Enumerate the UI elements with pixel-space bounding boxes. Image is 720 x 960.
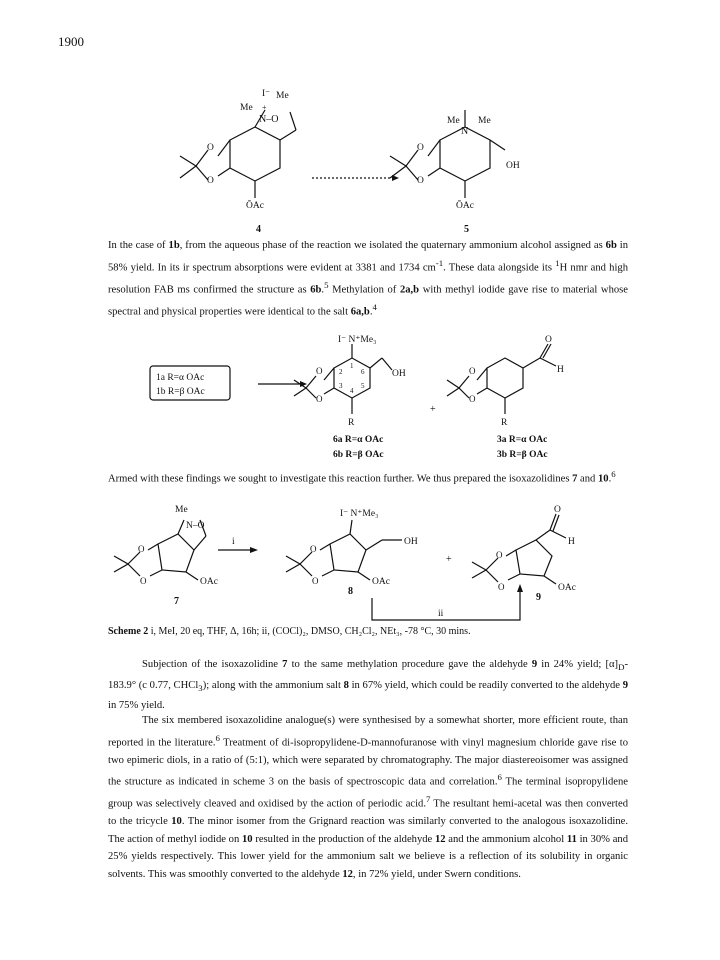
c7-n-o: N–O [186, 521, 205, 531]
c9-aldehyde-h: H [568, 537, 575, 547]
scheme-2 [0, 500, 720, 630]
scheme-2-caption: Scheme 2 i, MeI, 20 eq, THF, Δ, 16h; ii, (COCl)₂, DMSO, CH₂Cl₂, NEt₃, -78 °C, 30 mins. [108, 626, 471, 637]
ring-number-1: 1 [350, 362, 354, 370]
c8-nme3-group: I⁻ N⁺Me₃ [340, 509, 379, 519]
c8-oac: OAc [372, 577, 390, 587]
ring-number-5: 5 [361, 382, 365, 390]
plus-sign: + [446, 554, 452, 565]
c9-ring-o-2: O [498, 582, 505, 592]
compound-number-7: 7 [174, 596, 179, 607]
ring-number-2: 2 [339, 368, 343, 376]
label-6a: 6a R=α OAc [333, 435, 384, 445]
c5-ring-o-1: O [417, 143, 424, 153]
compound-number-4: 4 [256, 224, 261, 235]
box-line-1a: 1a R=α OAc [156, 373, 205, 383]
c8-oh: OH [404, 537, 418, 547]
c4-me-2: Me [240, 103, 253, 113]
c4-me-1: Me [276, 91, 289, 101]
c6-nme3-group: I⁻ N⁺Me₃ [338, 335, 377, 345]
ring-number-4: 4 [350, 387, 354, 395]
c4-ring-o-1: O [207, 143, 214, 153]
step-i-label: i [232, 537, 235, 547]
c8-cyclopentane-ring [330, 534, 366, 572]
label-3a: 3a R=α OAc [497, 435, 548, 445]
step-ii-label: ii [438, 609, 444, 619]
c4-n-o-label: N–O [259, 114, 279, 125]
page-number: 1900 [58, 34, 84, 49]
compound-number-9: 9 [536, 592, 541, 603]
ring-number-6: 6 [361, 368, 365, 376]
c7-oac: OAc [200, 577, 218, 587]
c3-ring-o-1: O [469, 366, 476, 376]
c9-ring-o-1: O [496, 550, 503, 560]
c7-cyclopentane-ring [158, 534, 194, 572]
c4-ring-o-2: O [207, 176, 214, 186]
c9-cyclopentene-ring [516, 540, 552, 576]
c3-aldehyde-o: O [545, 335, 552, 345]
c5-oac: ŌAc [456, 201, 474, 211]
c5-ring-o-2: O [417, 176, 424, 186]
paragraph-2: Armed with these findings we sought to investigate this reaction further. We thus prepared the isoxazolidines 7 and 10.$^6$ [108, 469, 616, 485]
c4-counter-ion: I⁻ [262, 89, 271, 99]
c4-oac: ŌAc [246, 201, 264, 211]
c6-r-group: R [348, 418, 355, 428]
label-6b: 6b R=β OAc [333, 450, 384, 460]
paragraph-4: The six membered isoxazolidine analogue(s) were synthesised by a somewhat shorter, more efficient route, than reported in the literature.$^6$ Treatment of di-isopropylidene-D-mannofuranose with vinyl magnesium chloride gave rise to two epimeric diols, in a ratio of (5:1), which were separated by chromatography. The major diastereoisomer was assigned the structure as indicated in scheme 3 on the basis of spectroscopic data and correlation.$^6$ The terminal isopropylidene group was selectively cleaved and oxidised by the action of periodic acid.$^7$ The resultant hemi-acetal was then converted to the tricycle 10. The minor isomer from the Grignard reaction was similarly converted to the analogous isoxazolidine. The action of methyl iodide on 10 resulted in the production of the aldehyde 12 and the ammonium alcohol 11 in 30% and 25% yields respectively. This lower yield for the ammonium salt we believe is a reflection of its solubility in organic solvents. This was smoothly converted to the aldehyde 12, in 72% yield, under Swern conditions. [108, 715, 629, 880]
c7-ring-o-2: O [140, 576, 147, 586]
c3-cyclohexene-ring [487, 358, 523, 398]
scheme-middle [0, 330, 720, 470]
box-line-1b: 1b R=β OAc [156, 387, 205, 397]
paragraph-3: Subjection of the isoxazolidine 7 to the same methylation procedure gave the aldehyde 9 in 24% yield; $[\alpha]_D-183.9^\circ$ (c 0.77, CHCl$_3$); along with the ammonium salt 8 in 67% yield, which could be readily converted to the aldehyde 9 in 75% yield. [108, 659, 628, 712]
compound-number-5: 5 [464, 224, 469, 235]
arrow-step-ii [372, 592, 520, 620]
c3-r-group: R [501, 418, 508, 428]
c8-ring-o-2: O [312, 576, 319, 586]
c5-n: N [461, 126, 469, 137]
c3-ring-o-2: O [469, 394, 476, 404]
c3-aldehyde-h: H [557, 365, 564, 375]
scheme-top [0, 0, 720, 240]
c4-cyclohexane-ring [230, 127, 280, 181]
c7-me: Me [175, 505, 188, 515]
c7-ring-o-1: O [138, 544, 145, 554]
compound-number-8: 8 [348, 586, 353, 597]
c9-aldehyde-o: O [554, 505, 561, 515]
c6-oh: OH [392, 369, 406, 379]
c5-me-1: Me [447, 116, 460, 126]
arrow-head [250, 547, 258, 553]
plus-sign: + [430, 404, 436, 415]
c9-oac: OAc [558, 583, 576, 593]
c8-ring-o-1: O [310, 544, 317, 554]
ring-number-3: 3 [339, 382, 343, 390]
label-3b: 3b R=β OAc [497, 450, 548, 460]
c4-plus: + [262, 103, 267, 112]
arrow-head [392, 175, 399, 181]
c5-oh: OH [506, 161, 520, 171]
c6-ring-o-1: O [316, 366, 323, 376]
arrow-head [517, 584, 523, 592]
paragraph-1: In the case of 1b, from the aqueous phase of the reaction we isolated the quaternary ammonium alcohol assigned as 6b in 58% yield. In its ir spectrum absorptions were evident at 3381 and 1734 $cm^{-1}$. These data alongside its $^1$H nmr and high resolution FAB ms confirmed the structure as 6b.$^5$ Methylation of 2a,b with methyl iodide gave rise to material whose spectral and physical properties were identical to the salt 6a,b.$^4$ [108, 240, 629, 318]
c6-ring-o-2: O [316, 394, 323, 404]
c5-me-2: Me [478, 116, 491, 126]
